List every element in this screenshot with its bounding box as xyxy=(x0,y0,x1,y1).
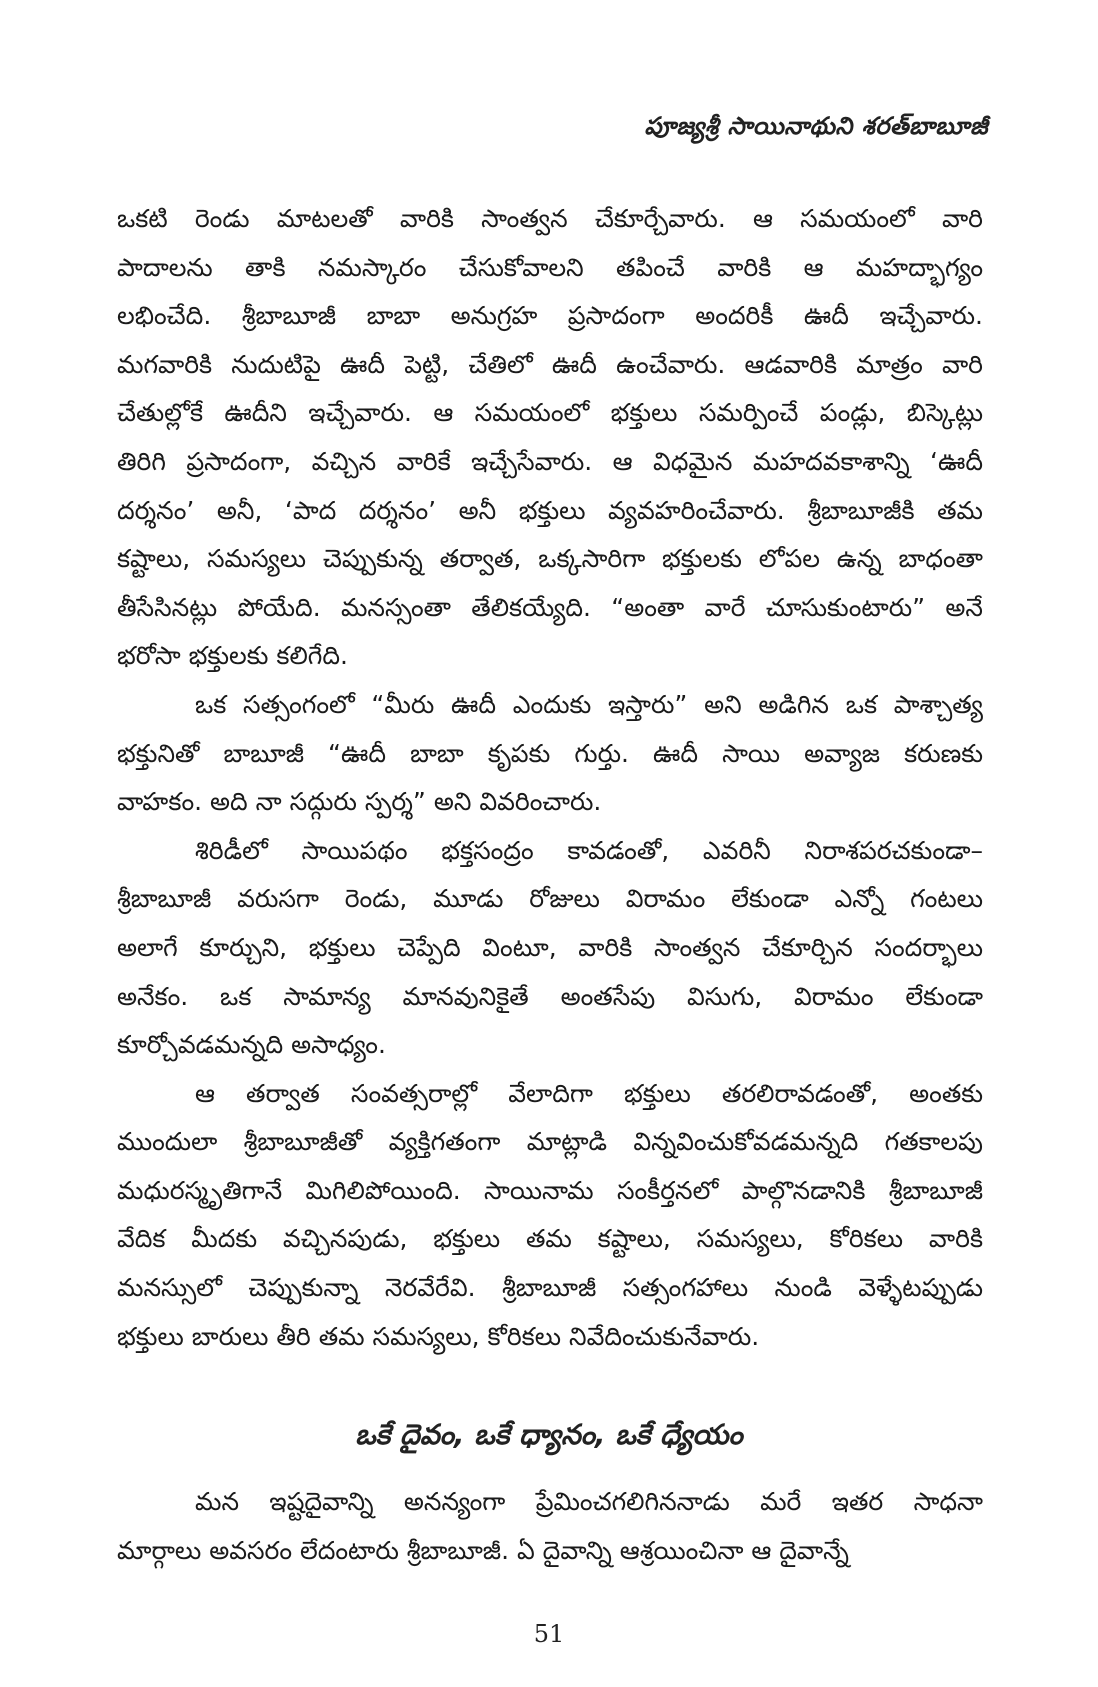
text-line: వేదిక మీదకు వచ్చినపుడు, భక్తులు తమ కష్టాలు, సమస్యలు, కోరికలు వారికి xyxy=(117,1224,983,1254)
text-line: శ్రీబాబూజీ వరుసగా రెండు, మూడు రోజులు విరామం లేకుండా ఎన్నో గంటలు xyxy=(117,884,983,914)
paragraph xyxy=(117,1070,983,1362)
running-header: పూజ్యశ్రీ సాయినాథుని శరత్‌బాబూజీ xyxy=(644,112,988,140)
text-line: ముందులా శ్రీబాబూజీతో వ్యక్తిగతంగా మాట్లాడి విన్నవించుకోవడమన్నది గతకాలపు xyxy=(117,1127,983,1157)
text-line: చేతుల్లోకే ఊదీని ఇచ్చేవారు. ఆ సమయంలో భక్తులు సమర్పించే పండ్లు, బిస్కెట్లు xyxy=(117,398,983,428)
page-number: 51 xyxy=(533,1620,565,1648)
text-line: అనేకం. ఒక సామాన్య మానవునికైతే అంతసేపు విసుగు, విరామం లేకుండా xyxy=(117,981,983,1011)
section-heading: ఒకే దైవం, ఒకే ధ్యానం, ఒకే ధ్యేయం xyxy=(355,1418,743,1451)
body-text xyxy=(117,195,983,1361)
text-line: భరోసా భక్తులకు కలిగేది. xyxy=(117,641,348,671)
text-line: ఆ తర్వాత సంవత్సరాల్లో వేలాదిగా భక్తులు తరలిరావడంతో, అంతకు xyxy=(195,1078,983,1108)
text-line: పాదాలను తాకి నమస్కారం చేసుకోవాలని తపించే వారికి ఆ మహద్భాగ్యం xyxy=(117,252,983,282)
paragraph xyxy=(117,1478,983,1575)
text-line: భక్తునితో బాబూజీ “ఊదీ బాబా కృపకు గుర్తు. ఊదీ సాయి అవ్యాజ కరుణకు xyxy=(117,738,983,768)
text-line: మనస్సులో చెప్పుకున్నా నెరవేరేవి. శ్రీబాబూజీ సత్సంగహాలు నుండి వెళ్ళేటప్పుడు xyxy=(117,1273,983,1303)
text-line: తిరిగి ప్రసాదంగా, వచ్చిన వారికే ఇచ్చేసేవారు. ఆ విధమైన మహదవకాశాన్ని ‘ఊదీ xyxy=(117,446,983,476)
text-line: తీసేసినట్లు పోయేది. మనస్సంతా తేలికయ్యేది. “అంతా వారే చూసుకుంటారు” అనే xyxy=(117,592,983,622)
text-line: భక్తులు బారులు తీరి తమ సమస్యలు, కోరికలు నివేదించుకునేవారు. xyxy=(117,1321,760,1351)
text-line: మన ఇష్టదైవాన్ని అనన్యంగా ప్రేమించగలిగిననాడు మరే ఇతర సాధనా xyxy=(195,1487,983,1516)
text-line: మార్గాలు అవసరం లేదంటారు శ్రీబాబూజీ. ఏ దైవాన్ని ఆశ్రయించినా ఆ దైవాన్నే xyxy=(117,1535,849,1565)
text-line: మగవారికి నుదుటిపై ఊదీ పెట్టి, చేతిలో ఊదీ ఉంచేవారు. ఆడవారికి మాత్రం వారి xyxy=(117,349,983,379)
text-line: దర్శనం’ అనీ, ‘పాద దర్శనం’ అనీ భక్తులు వ్యవహరించేవారు. శ్రీబాబూజీకి తమ xyxy=(117,495,983,525)
text-line: అలాగే కూర్చుని, భక్తులు చెప్పేది వింటూ, వారికి సాంత్వన చేకూర్చిన సందర్భాలు xyxy=(117,932,983,962)
text-line: శిరిడీలో సాయిపథం భక్తసంద్రం కావడంతో, ఎవరినీ నిరాశపరచకుండా– xyxy=(195,835,983,865)
section-body-text xyxy=(117,1478,983,1575)
text-line: కష్టాలు, సమస్యలు చెప్పుకున్న తర్వాత, ఒక్కసారిగా భక్తులకు లోపల ఉన్న బాధంతా xyxy=(117,544,983,574)
paragraph xyxy=(117,827,983,1070)
text-line: కూర్చోవడమన్నది అసాధ్యం. xyxy=(117,1030,386,1060)
paragraph xyxy=(117,195,983,681)
text-line: ఒకటి రెండు మాటలతో వారికి సాంత్వన చేకూర్చేవారు. ఆ సమయంలో వారి xyxy=(117,204,983,233)
text-line: వాహకం. అది నా సద్గురు స్పర్శ” అని వివరించారు. xyxy=(117,787,602,817)
text-line: మధురస్మృతిగానే మిగిలిపోయింది. సాయినామ సంకీర్తనలో పాల్గొనడానికి శ్రీబాబూజీ xyxy=(117,1175,983,1205)
paragraph xyxy=(117,681,983,827)
text-line: లభించేది. శ్రీబాబూజీ బాబా అనుగ్రహ ప్రసాదంగా అందరికీ ఊదీ ఇచ్చేవారు. xyxy=(117,301,983,331)
text-line: ఒక సత్సంగంలో “మీరు ఊదీ ఎందుకు ఇస్తారు” అని అడిగిన ఒక పాశ్చాత్య xyxy=(195,689,983,719)
